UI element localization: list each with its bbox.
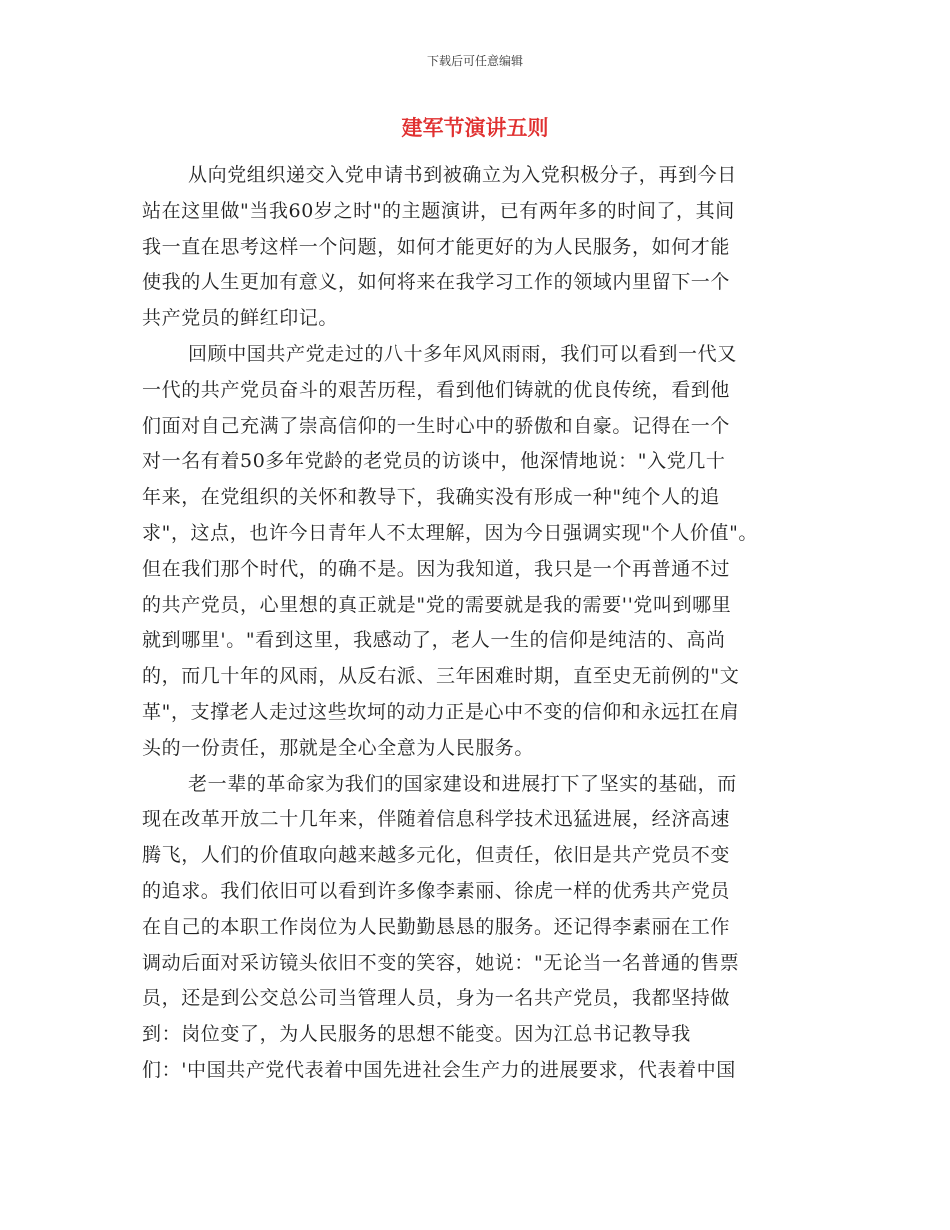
document-title: 建军节演讲五则 (401, 116, 549, 140)
body-line: 在自己的本职工作岗位为人民勤勤恳恳的服务。还记得李素丽在工作 (142, 915, 731, 938)
body-line: 们：'中国共产党代表着中国先进社会生产力的进展要求，代表着中国 (142, 1058, 736, 1081)
page-header-note: 下载后可任意编辑 (426, 54, 523, 68)
body-line: 调动后面对采访镜头依旧不变的笑容，她说："无论当一名普通的售票 (142, 951, 740, 974)
body-line: 一代的共产党员奋斗的艰苦历程，看到他们铸就的优良传统，看到他 (142, 378, 731, 401)
body-line: 就到哪里'。"看到这里，我感动了，老人一生的信仰是纯洁的、高尚 (142, 629, 726, 652)
body-line: 的追求。我们依旧可以看到许多像李素丽、徐虎一样的优秀共产党员 (142, 879, 731, 902)
body-line: 革"，支撑老人走过这些坎坷的动力正是心中不变的信仰和永远扛在肩 (142, 700, 740, 723)
body-line: 们面对自己充满了崇高信仰的一生时心中的骄傲和自豪。记得在一个 (142, 414, 731, 437)
body-line: 到：岗位变了，为人民服务的思想不能变。因为江总书记教导我 (142, 1023, 691, 1046)
body-line: 老一辈的革命家为我们的国家建设和进展打下了坚实的基础，而 (188, 772, 737, 795)
body-line: 年来，在党组织的关怀和教导下，我确实没有形成一种"纯个人的追 (142, 486, 720, 509)
body-line: 但在我们那个时代，的确不是。因为我知道，我只是一个再普通不过 (142, 557, 731, 580)
body-line: 腾飞，人们的价值取向越来越多元化，但责任，依旧是共产党员不变 (142, 844, 731, 867)
body-line: 回顾中国共产党走过的八十多年风风雨雨，我们可以看到一代又 (188, 342, 737, 365)
body-line: 头的一份责任，那就是全心全意为人民服务。 (142, 736, 535, 759)
body-line: 共产党员的鲜红印记。 (142, 307, 339, 330)
body-line: 对一名有着50多年党龄的老党员的访谈中，他深情地说："入党几十 (142, 450, 726, 473)
body-line: 从向党组织递交入党申请书到被确立为入党积极分子，再到今日 (188, 164, 737, 186)
body-line: 的共产党员，心里想的真正就是"党的需要就是我的需要''党叫到哪里 (142, 593, 732, 616)
body-line: 员，还是到公交总公司当管理人员，身为一名共产党员，我都坚持做 (142, 987, 731, 1010)
body-line: 求"，这点，也许今日青年人不太理解，因为今日强调实现"个人价值"。 (142, 521, 759, 544)
body-line: 使我的人生更加有意义，如何将来在我学习工作的领域内里留下一个 (142, 271, 731, 294)
body-line: 我一直在思考这样一个问题，如何才能更好的为人民服务，如何才能 (142, 235, 731, 258)
body-line: 站在这里做"当我60岁之时"的主题演讲，已有两年多的时间了，其间 (142, 199, 735, 222)
body-line: 现在改革开放二十几年来，伴随着信息科学技术迅猛进展，经济高速 (142, 808, 731, 831)
body-line: 的，而几十年的风雨，从反右派、三年困难时期，直至史无前例的"文 (142, 665, 740, 688)
document-body (142, 158, 822, 1089)
